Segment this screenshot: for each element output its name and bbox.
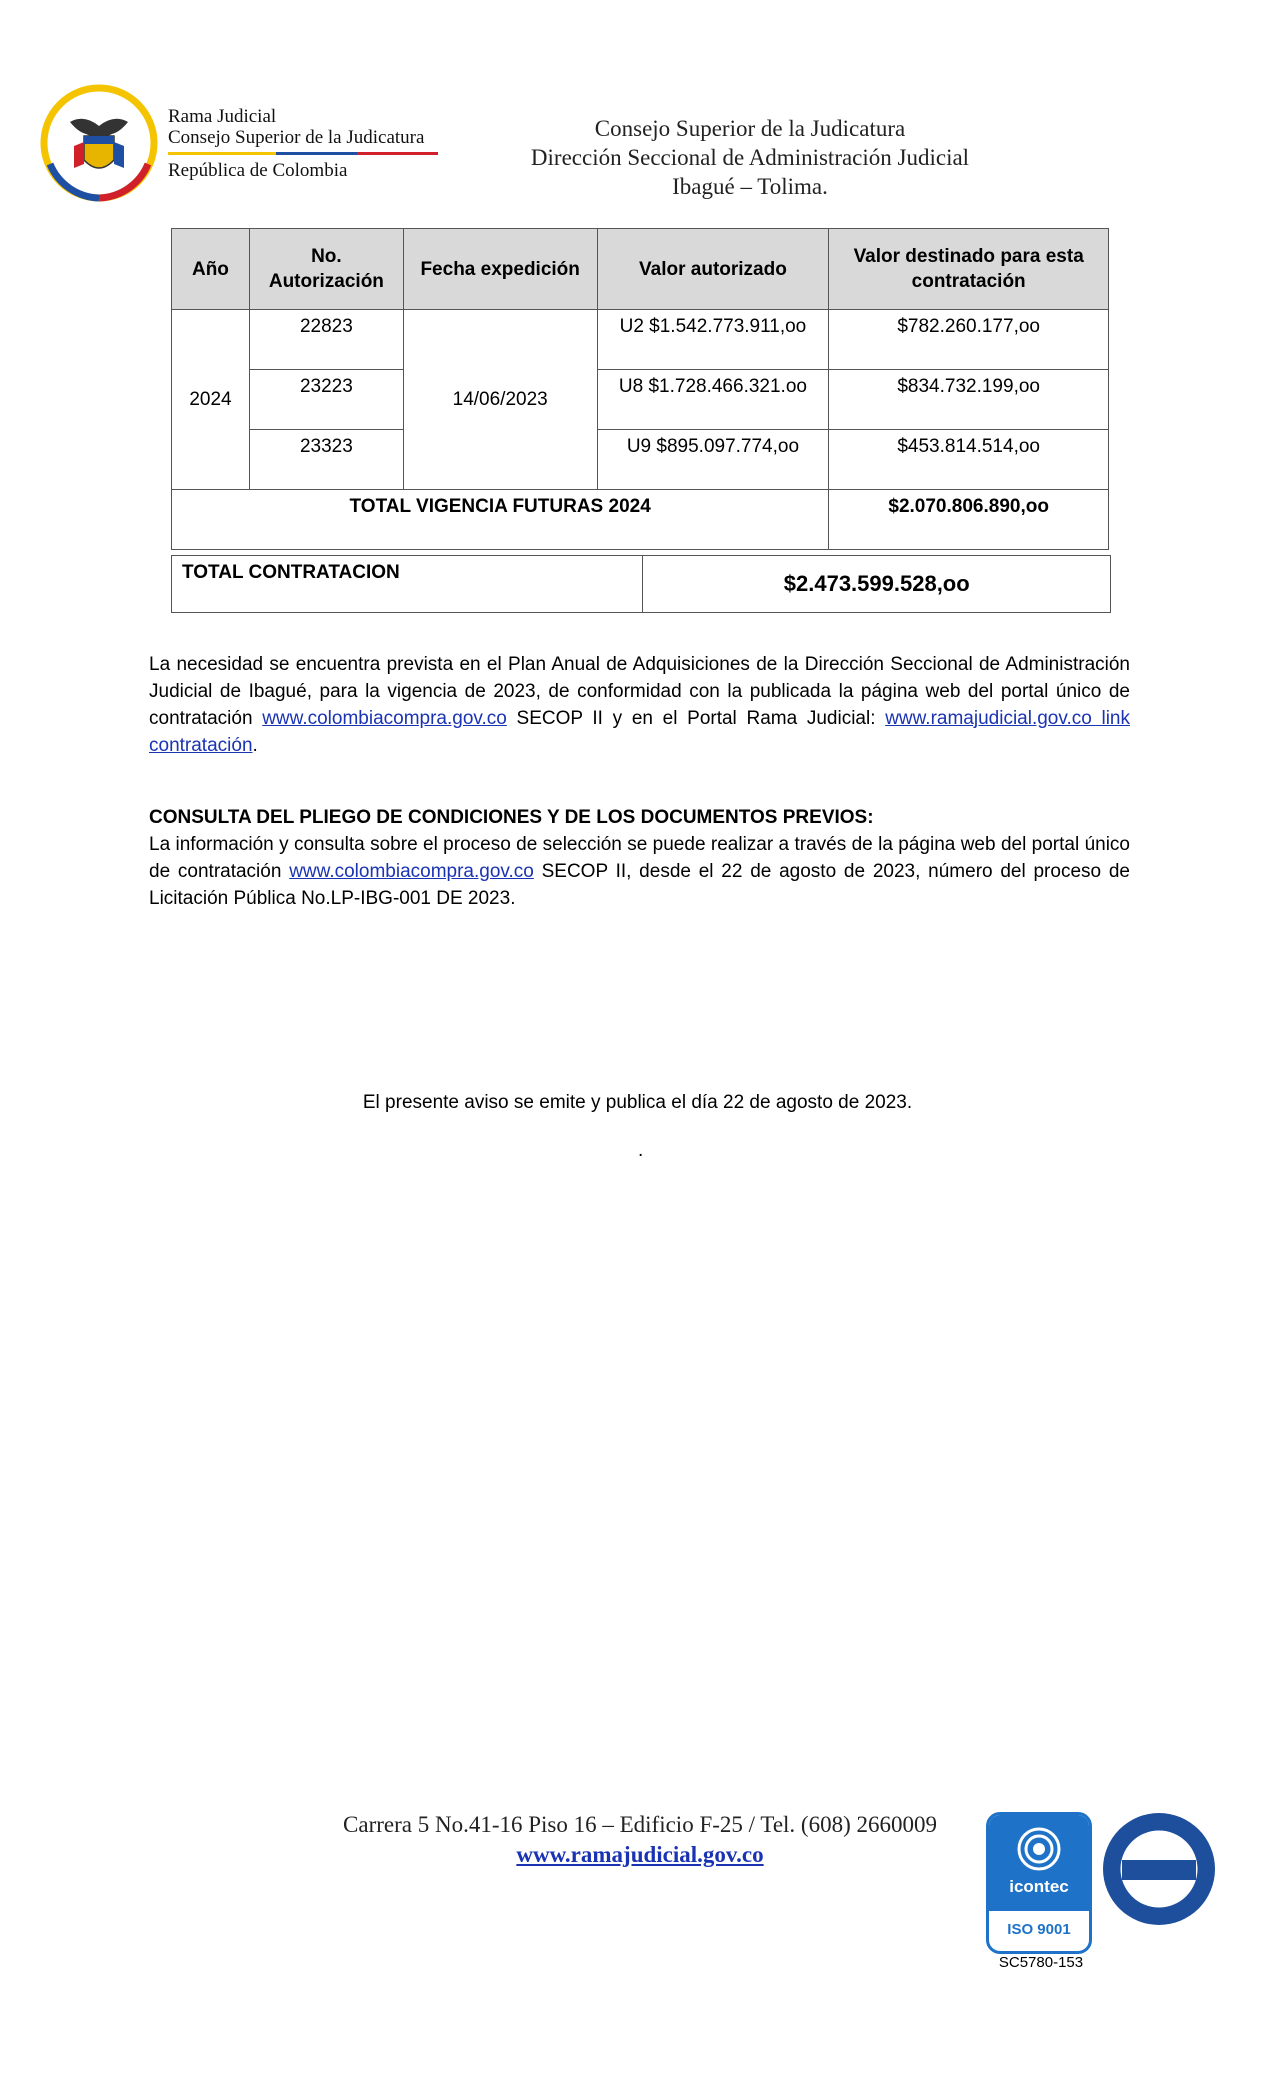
certificate-code: SC5780-153 <box>998 1954 1084 1971</box>
header-destined-value: Valor destinado para esta contratación <box>829 229 1109 310</box>
total-contract-value: $2.473.599.528,oo <box>643 556 1111 613</box>
need-text-b: SECOP II y en el Portal Rama Judicial: <box>506 708 886 729</box>
destined-value-cell: $782.260.177,oo <box>829 310 1109 370</box>
ramajudicial-contratacion-link[interactable]: www.ramajudicial.gov.co link contratación <box>149 708 1131 756</box>
icontec-iso-label: ISO 9001 <box>1007 1921 1071 1938</box>
authorization-table <box>171 228 1109 550</box>
need-text-c: . <box>252 735 258 756</box>
document-header <box>490 114 1010 201</box>
colombia-coat-of-arms-icon <box>40 84 158 202</box>
table-row <box>172 430 1109 490</box>
icontec-iso-9001-logo <box>986 1812 1092 1954</box>
total-contract-label: TOTAL CONTRATACION <box>172 556 643 613</box>
header-auth-number: No. Autorización <box>249 229 403 310</box>
rama-judicial-logo <box>40 84 460 204</box>
logo-tricolor-rule <box>168 152 438 155</box>
consulta-title: CONSULTA DEL PLIEGO DE CONDICIONES Y DE LOS DOCUMENTOS PREVIOS: <box>149 807 874 828</box>
table-total-row <box>172 490 1109 550</box>
iqnet-certified-icon <box>1100 1810 1218 1928</box>
authorized-value-cell: U9 $895.097.774,oo <box>597 430 829 490</box>
auth-number-cell: 22823 <box>249 310 403 370</box>
icontec-brand: icontec <box>1009 1877 1069 1896</box>
total-futures-label: TOTAL VIGENCIA FUTURAS 2024 <box>172 490 829 550</box>
header-authorized-value: Valor autorizado <box>597 229 829 310</box>
header-year: Año <box>172 229 250 310</box>
table-header-row <box>172 229 1109 310</box>
icontec-icon <box>989 1819 1089 1879</box>
header-line-3: Ibagué – Tolima. <box>672 174 828 199</box>
table-row <box>172 370 1109 430</box>
footer-address: Carrera 5 No.41-16 Piso 16 – Edificio F-25 / Tel. (608) 2660009 <box>343 1812 937 1837</box>
logo-line-consejo: Consejo Superior de la Judicatura <box>168 127 425 148</box>
colombiacompra-link[interactable]: www.colombiacompra.gov.co <box>262 708 507 729</box>
table-row <box>172 310 1109 370</box>
total-contract-row <box>172 556 1111 613</box>
authorized-value-cell: U8 $1.728.466.321.oo <box>597 370 829 430</box>
header-line-2: Dirección Seccional de Administración Judicial <box>530 145 970 170</box>
year-cell: 2024 <box>172 310 250 490</box>
need-text-a: La necesidad se encuentra prevista en el Plan Anual de Adquisiciones de la Dirección Seccional de Administración Judicial de Ibagué, para la vigencia de 2023, de conformidad con la publicada la página web del portal único de contratación <box>149 654 1130 729</box>
consulta-text-a: La información y consulta sobre el proceso de selección se puede realizar a través de la página web del portal único de contratación <box>149 834 1130 882</box>
consulta-text-b: SECOP II, desde el 22 de agosto de 2023, número del proceso de Licitación Pública No.LP-IBG-001 DE 2023. <box>149 861 1130 909</box>
total-contract-table <box>171 555 1111 613</box>
need-paragraph <box>149 651 1130 759</box>
logo-line-rama: Rama Judicial <box>168 106 277 127</box>
footer <box>290 1810 990 1870</box>
publication-notice: El presente aviso se emite y publica el día 22 de agosto de 2023. <box>362 1092 913 1113</box>
consulta-section <box>149 804 1130 912</box>
issue-date-cell: 14/06/2023 <box>403 310 597 490</box>
colombiacompra-link-2[interactable]: www.colombiacompra.gov.co <box>289 861 534 882</box>
logo-line-republica: República de Colombia <box>168 160 348 181</box>
footer-url-link[interactable]: www.ramajudicial.gov.co <box>516 1842 764 1867</box>
destined-value-cell: $834.732.199,oo <box>829 370 1109 430</box>
trailing-dot: . <box>638 1140 644 1161</box>
header-line-1: Consejo Superior de la Judicatura <box>594 116 906 141</box>
header-issue-date: Fecha expedición <box>403 229 597 310</box>
total-futures-value: $2.070.806.890,oo <box>829 490 1109 550</box>
auth-number-cell: 23323 <box>249 430 403 490</box>
auth-number-cell: 23223 <box>249 370 403 430</box>
destined-value-cell: $453.814.514,oo <box>829 430 1109 490</box>
authorized-value-cell: U2 $1.542.773.911,oo <box>597 310 829 370</box>
